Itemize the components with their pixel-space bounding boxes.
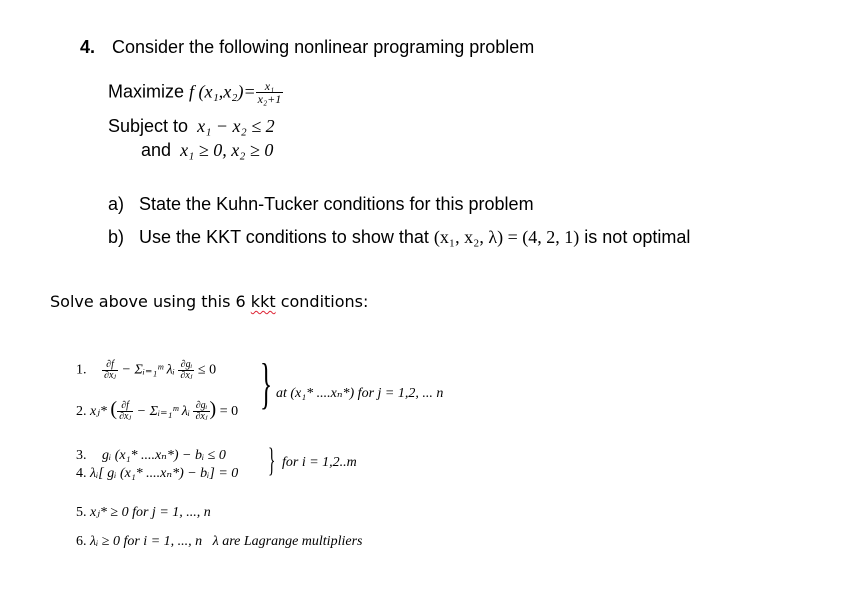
part-a-text: State the Kuhn-Tucker conditions for this problem: [139, 194, 534, 214]
objective-fraction: [256, 80, 284, 105]
c1-df-num: ∂f: [106, 359, 114, 370]
constraint-expression: x₁ − x₂ ≤ 2: [197, 116, 275, 136]
condition-4-text: λᵢ[ gᵢ (x₁* ....xₙ*) − bᵢ] = 0: [90, 466, 239, 481]
nonneg-expression: x₁ ≥ 0, x₂ ≥ 0: [180, 140, 274, 160]
group-2-brace: }: [268, 442, 276, 479]
group-2-note: [282, 455, 357, 471]
c1-df-fraction: [102, 360, 118, 381]
part-b-end: is not optimal: [584, 227, 691, 247]
c2-xj: xⱼ*: [90, 404, 107, 419]
objective-numerator: x₁: [264, 79, 275, 93]
objective-denominator: x₂+1: [257, 92, 282, 106]
c1-dg-num: ∂gᵢ: [180, 359, 193, 370]
question-number: 4.: [80, 37, 96, 57]
solve-instruction: [50, 292, 368, 311]
condition-1: [76, 360, 216, 381]
c1-sum: − Σᵢ₌₁ᵐ λᵢ: [121, 362, 175, 378]
solve-prefix: Solve above using this 6: [50, 292, 251, 311]
part-a: [108, 194, 534, 215]
condition-1-label: 1.: [76, 362, 87, 378]
c2-df-fraction: [117, 401, 133, 422]
question-header: [80, 37, 534, 58]
c2-dg-den: ∂xⱼ: [195, 411, 208, 423]
and-label: and: [141, 140, 172, 160]
condition-2-label: 2.: [76, 404, 87, 419]
group-1-note-text: at (x₁* ....xₙ*) for j = 1,2, ... n: [276, 386, 444, 401]
question-title: Consider the following nonlinear programing problem: [112, 37, 535, 57]
condition-5-text: xⱼ* ≥ 0 for j = 1, ..., n: [90, 505, 211, 520]
group-1-note: [276, 385, 443, 402]
condition-3-label: 3.: [76, 448, 87, 463]
c1-dg-fraction: [178, 360, 194, 381]
condition-4: [76, 465, 238, 482]
condition-6-label: 6.: [76, 534, 87, 549]
c1-df-den: ∂xⱼ: [104, 370, 117, 381]
condition-2: 2. xⱼ* ( $\frac{\partial f}{\text{∂xⱼ}}$ − Σᵢ₌₁ᵐ λᵢ $\frac{\text{∂gᵢ}}{\text{∂xⱼ}}$ ) = 0: [76, 398, 239, 423]
condition-3: [76, 447, 226, 464]
condition-5-label: 5.: [76, 505, 87, 520]
subject-label: Subject to: [108, 116, 189, 136]
group-1-brace: }: [260, 353, 273, 415]
solve-suffix: conditions:: [275, 292, 369, 311]
condition-4-label: 4.: [76, 466, 87, 481]
maximize-label: Maximize: [108, 81, 185, 102]
kkt-word: kkt: [250, 292, 276, 311]
c2-df-den: ∂xⱼ: [119, 411, 132, 423]
c2-dg-num: ∂gᵢ: [195, 400, 208, 412]
c2-relation: = 0: [219, 404, 239, 419]
group-2-note-text: for i = 1,2..m: [282, 455, 357, 470]
condition-6: [76, 534, 362, 550]
c2-dg-fraction: [193, 401, 209, 422]
constraint-line: [108, 116, 275, 137]
condition-3-text: gᵢ (x₁* ....xₙ*) − bᵢ ≤ 0: [102, 448, 226, 463]
nonneg-line: [141, 140, 273, 161]
part-b: [108, 227, 690, 248]
part-b-math: (x₁, x₂, λ) = (4, 2, 1): [433, 227, 580, 247]
condition-6-text: λᵢ ≥ 0 for i = 1, ..., n λ are Lagrange multipliers: [90, 534, 363, 549]
condition-5: [76, 504, 211, 521]
c1-relation: ≤ 0: [197, 362, 217, 378]
c2-sum: − Σᵢ₌₁ᵐ λᵢ: [136, 404, 190, 419]
c2-df-num: ∂f: [121, 400, 129, 412]
objective-lhs: f (x₁,x₂)=: [189, 81, 256, 102]
part-b-text: Use the KKT conditions to show that: [139, 227, 429, 247]
part-a-label: a): [108, 194, 125, 214]
objective-line: [108, 80, 283, 105]
part-b-label: b): [108, 227, 125, 247]
c1-dg-den: ∂xⱼ: [180, 370, 193, 381]
